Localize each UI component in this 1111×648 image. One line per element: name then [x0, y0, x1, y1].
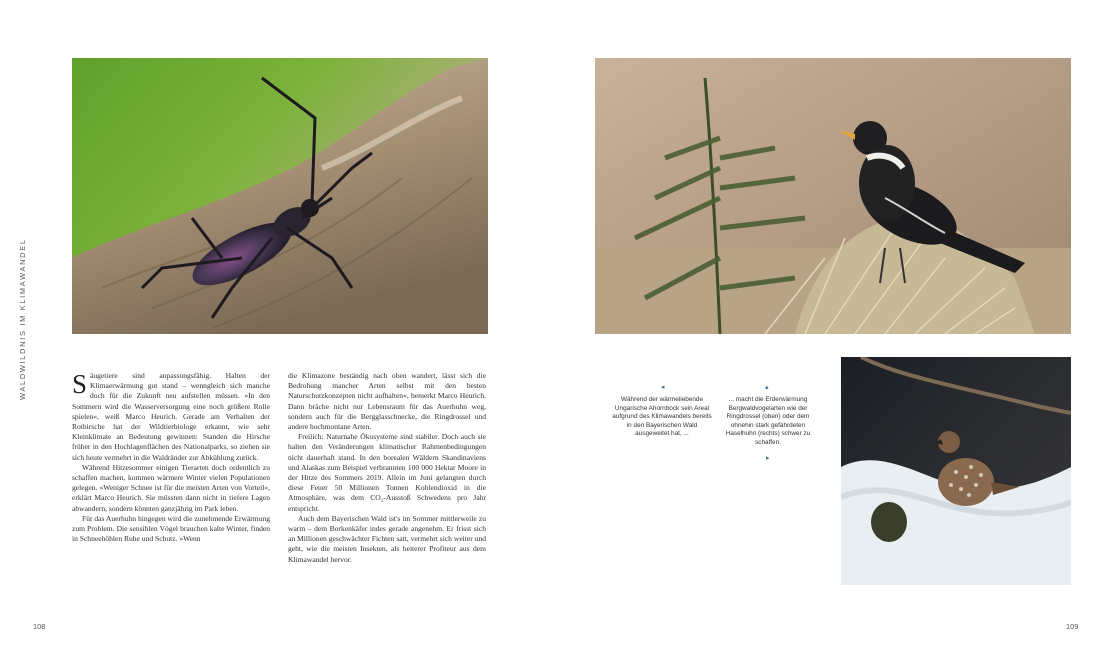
page-number-left: 108 [33, 622, 46, 631]
page-number-right: 109 [1066, 622, 1079, 631]
caption-left: Während der wärmeliebende Ungarische Ahornbock sein Areal aufgrund des Klimawandels bereits in den Bayerischen Wald ausgeweitet hat, ... [612, 396, 712, 438]
drop-cap: S [72, 369, 88, 399]
paragraph: die Klimazone beständig nach oben wandert, lässt sich die Bedrohung mancher Arten selbst mit den besten Naturschutzkonzepten nicht aufhalten«, bemerkt Marco Heurich. Dann bräche nicht nur Lebensraum für das Auerhuhn weg, sondern auch für die Bergglasschnecke, die Ringdrossel und andere hochmontane Arten. [288, 371, 486, 432]
ring-ouzel-bird-photo [595, 58, 1071, 334]
body-column-1 [72, 371, 270, 544]
left-arrow-icon: ◂ [661, 383, 665, 391]
beetle-on-bark-photo [72, 58, 488, 334]
running-title: WALDWILDNIS IM KLIMAWANDEL [18, 238, 27, 400]
paragraph: Freilich: Naturnahe Ökosysteme sind stabiler. Doch auch sie halten den Veränderungen klimatischer Rahmenbedingungen nicht dauerhaft stand. In den borealen Wäldern Skandinaviens und Alaskas zum Beispiel verbrannten 100 000 Hektar Moore in der Hitze des Sommers 2019. Allein im Juni gelangten durch diese Feuer 50 Millionen Tonnen Kohlendioxid in die Atmosphäre, was dem CO₂-Ausstoß Schwedens pro Jahr entspricht. [288, 432, 486, 513]
caption-right: ... macht die Erderwärmung Bergwaldvogelarten wie der Ringdrossel (oben) oder dem ohnehin stark gefährdeten Haselhuhn (rechts) schwer zu schaffen. [725, 396, 811, 446]
paragraph: Während Hitzesommer einigen Tierarten doch ordentlich zu schaffen machen, kommen wärmere Winter vielen Populationen gelegen. »Weniger Schnee ist für die meisten Arten von Vorteil«, erklärt Marco Heurich. Sie müssten dann nicht in tiefere Lagen abwandern, sondern könnten ganzjährig im Park leben. [72, 462, 270, 513]
up-arrow-icon: ▴ [765, 383, 769, 391]
body-column-2 [288, 371, 486, 565]
hazel-grouse-in-snow-photo [841, 357, 1071, 585]
right-arrow-icon: ▸ [766, 454, 770, 462]
paragraph: Auch dem Bayerischen Wald ist's im Sommer mittlerweile zu warm – dem Borkenkäfer indes gerade angenehm. Er frisst sich an Millionen geschwächter Fichten satt, vermehrt sich weiter und geht, wie die meisten Insekten, als heiterer Profiteur aus dem Klimawandel hervor. [288, 513, 486, 564]
paragraph: Säugetiere sind anpassungsfähig. Halten der Klimaerwärmung gut stand – wenngleich sich manche doch für die Zukunft neu aufstellen müssen. »In den Sommern wird die Wasserversorgung eine noch größere Rolle spielen«, weiß Marco Heurich. Gerade am Verhalten der Rothirsche hat der Wildtierbiologe erkannt, wie sehr Kleinklimate an Bedeutung gewinnen: Standen die Hirsche früher in den Hochlagenflächen des Nationalparks, so ziehen sie sich heute vermehrt in die Waldränder zur Abkühlung zurück. [72, 369, 270, 462]
paragraph: Für das Auerhuhn hingegen wird die zunehmende Erwärmung zum Problem. Die sensiblen Vögel brauchen kalte Winter, finden in Schneehöhlen Ruhe und Schutz. »Wenn [72, 513, 270, 544]
